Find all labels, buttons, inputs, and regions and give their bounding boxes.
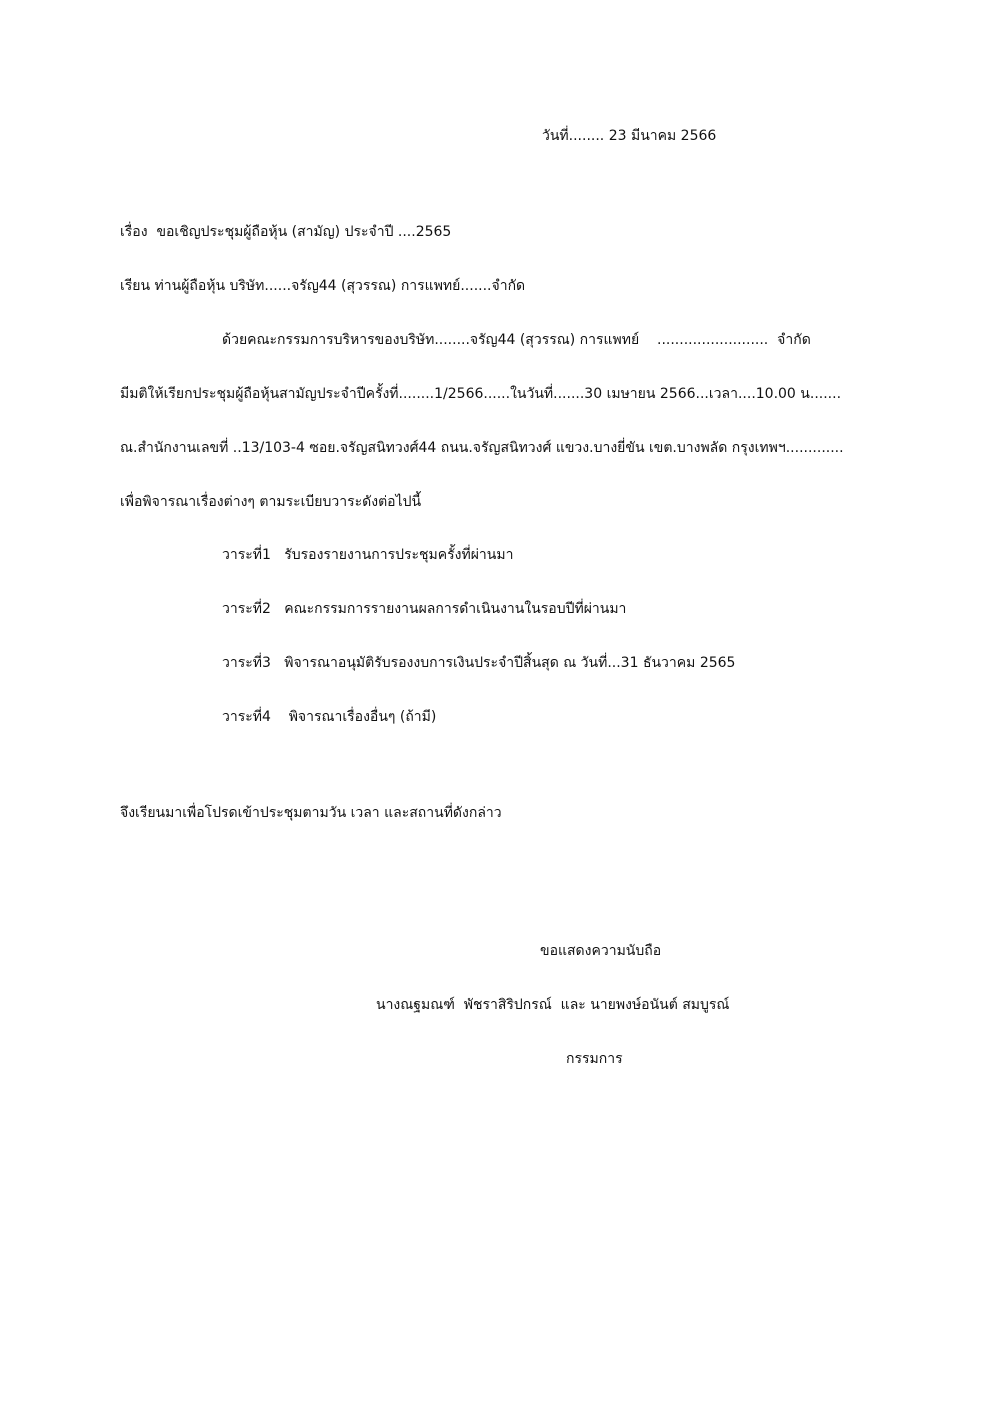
addressee-line: เรียน ท่านผู้ถือหุ้น บริษัท......จรัญ44 (สุวรรณ) การแพทย์.......จำกัด <box>120 278 526 294</box>
signatory-names: นางณฐมณฑ์ พัชราสิริปกรณ์ และ นายพงษ์อนันต์ สมบูรณ์ <box>376 997 730 1013</box>
body-paragraph-line-4: เพื่อพิจารณาเรื่องต่างๆ ตามระเบียบวาระดังต่อไปนี้ <box>120 494 422 510</box>
agenda-item: วาระที่1 รับรองรายงานการประชุมครั้งที่ผ่านมา <box>222 547 514 563</box>
regards-text: ขอแสดงความนับถือ <box>540 943 662 959</box>
body-paragraph-line-1: ด้วยคณะกรรมการบริหารของบริษัท........จรัญ44 (สุวรรณ) การแพทย์ ......................... จำกัด <box>222 332 811 348</box>
signatory-title: กรรมการ <box>566 1051 623 1067</box>
body-paragraph-line-2: มีมติให้เรียกประชุมผู้ถือหุ้นสามัญประจำปีครั้งที่........1/2566......ในวันที่.......30 เมษายน 2566...เวลา....10.00 น....... <box>120 386 842 402</box>
agenda-item: วาระที่3 พิจารณาอนุมัติรับรองงบการเงินประจำปีสิ้นสุด ณ วันที่...31 ธันวาคม 2565 <box>222 655 736 671</box>
subject-line: เรื่อง ขอเชิญประชุมผู้ถือหุ้น (สามัญ) ประจำปี ....2565 <box>120 224 452 240</box>
closing-line: จึงเรียนมาเพื่อโปรดเข้าประชุมตามวัน เวลา และสถานที่ดังกล่าว <box>120 805 502 821</box>
body-paragraph-line-3: ณ.สำนักงานเลขที่ ..13/103-4 ซอย.จรัญสนิทวงศ์44 ถนน.จรัญสนิทวงศ์ แขวง.บางยี่ขัน เขต.บางพลัด กรุงเทพฯ............. <box>120 440 844 456</box>
date-line: วันที่........ 23 มีนาคม 2566 <box>542 128 717 144</box>
agenda-item: วาระที่4 พิจารณาเรื่องอื่นๆ (ถ้ามี) <box>222 709 437 725</box>
agenda-item: วาระที่2 คณะกรรมการรายงานผลการดำเนินงานในรอบปีที่ผ่านมา <box>222 601 627 617</box>
